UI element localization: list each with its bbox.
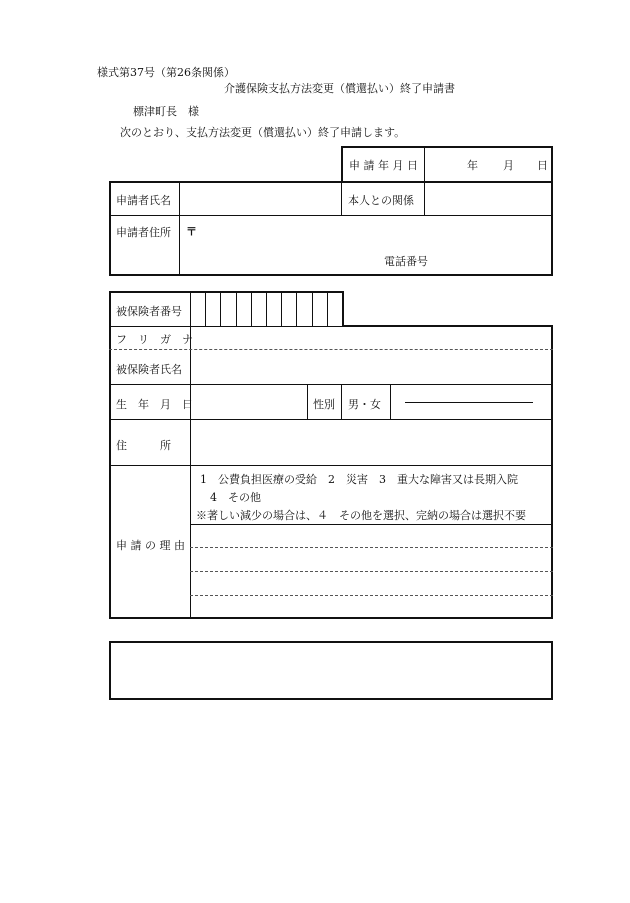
reason-detail-field[interactable] bbox=[192, 526, 550, 616]
digit-cell-divider bbox=[205, 291, 206, 327]
digit-cell-divider bbox=[281, 291, 282, 327]
address-label: 住 所 bbox=[116, 439, 171, 452]
insured-name-label: 被保険者氏名 bbox=[116, 363, 182, 376]
applicant-address-label: 申請者住所 bbox=[116, 226, 171, 239]
reason-note: ※著しい減少の場合は、４ その他を選択、完納の場合は選択不要 bbox=[196, 509, 526, 522]
postal-mark: 〒 bbox=[186, 225, 197, 238]
reason-label: 申 請 の 理 由 bbox=[116, 539, 185, 552]
furigana-field[interactable] bbox=[192, 328, 550, 348]
digit-cell-divider bbox=[266, 291, 267, 327]
digit-cell-divider bbox=[236, 291, 237, 327]
relation-field[interactable] bbox=[426, 183, 550, 215]
applicant-address-field[interactable] bbox=[200, 217, 550, 247]
insured-name-field[interactable] bbox=[192, 351, 550, 383]
digit-cell-divider bbox=[327, 291, 328, 327]
birth-date-field[interactable] bbox=[192, 386, 306, 418]
digit-cell-divider bbox=[296, 291, 297, 327]
digit-cell-divider bbox=[251, 291, 252, 327]
furigana-label: フ リ ガ ナ bbox=[116, 333, 193, 346]
month-label: 月 bbox=[503, 159, 514, 172]
birth-date-label: 生 年 月 日 bbox=[116, 398, 193, 411]
application-date-label: 申 請 年 月 日 bbox=[349, 159, 418, 172]
sex-options[interactable]: 男・女 bbox=[348, 398, 381, 411]
year-label: 年 bbox=[467, 159, 478, 172]
applicant-name-label: 申請者氏名 bbox=[116, 194, 171, 207]
insured-number-label: 被保険者番号 bbox=[116, 305, 182, 318]
day-label: 日 bbox=[537, 159, 548, 172]
form-number: 様式第37号（第26条関係） bbox=[97, 66, 235, 79]
reason-options-line1[interactable]: 1 公費負担医療の受給 2 災害 3 重大な障害又は長期入院 bbox=[200, 473, 518, 486]
applicant-name-field[interactable] bbox=[181, 183, 339, 215]
intro-text: 次のとおり、支払方法変更（償還払い）終了申請します。 bbox=[120, 126, 406, 139]
reason-options-line2[interactable]: 4 その他 bbox=[210, 491, 261, 504]
digit-cell-divider bbox=[312, 291, 313, 327]
sex-label: 性別 bbox=[313, 398, 335, 411]
form-title: 介護保険支払方法変更（償還払い）終了申請書 bbox=[224, 82, 455, 95]
phone-label: 電話番号 bbox=[384, 255, 428, 268]
addressee: 標津町長 様 bbox=[133, 105, 199, 118]
relation-label: 本人との関係 bbox=[348, 194, 414, 207]
digit-cell-divider bbox=[220, 291, 221, 327]
insured-address-field[interactable] bbox=[192, 421, 550, 464]
